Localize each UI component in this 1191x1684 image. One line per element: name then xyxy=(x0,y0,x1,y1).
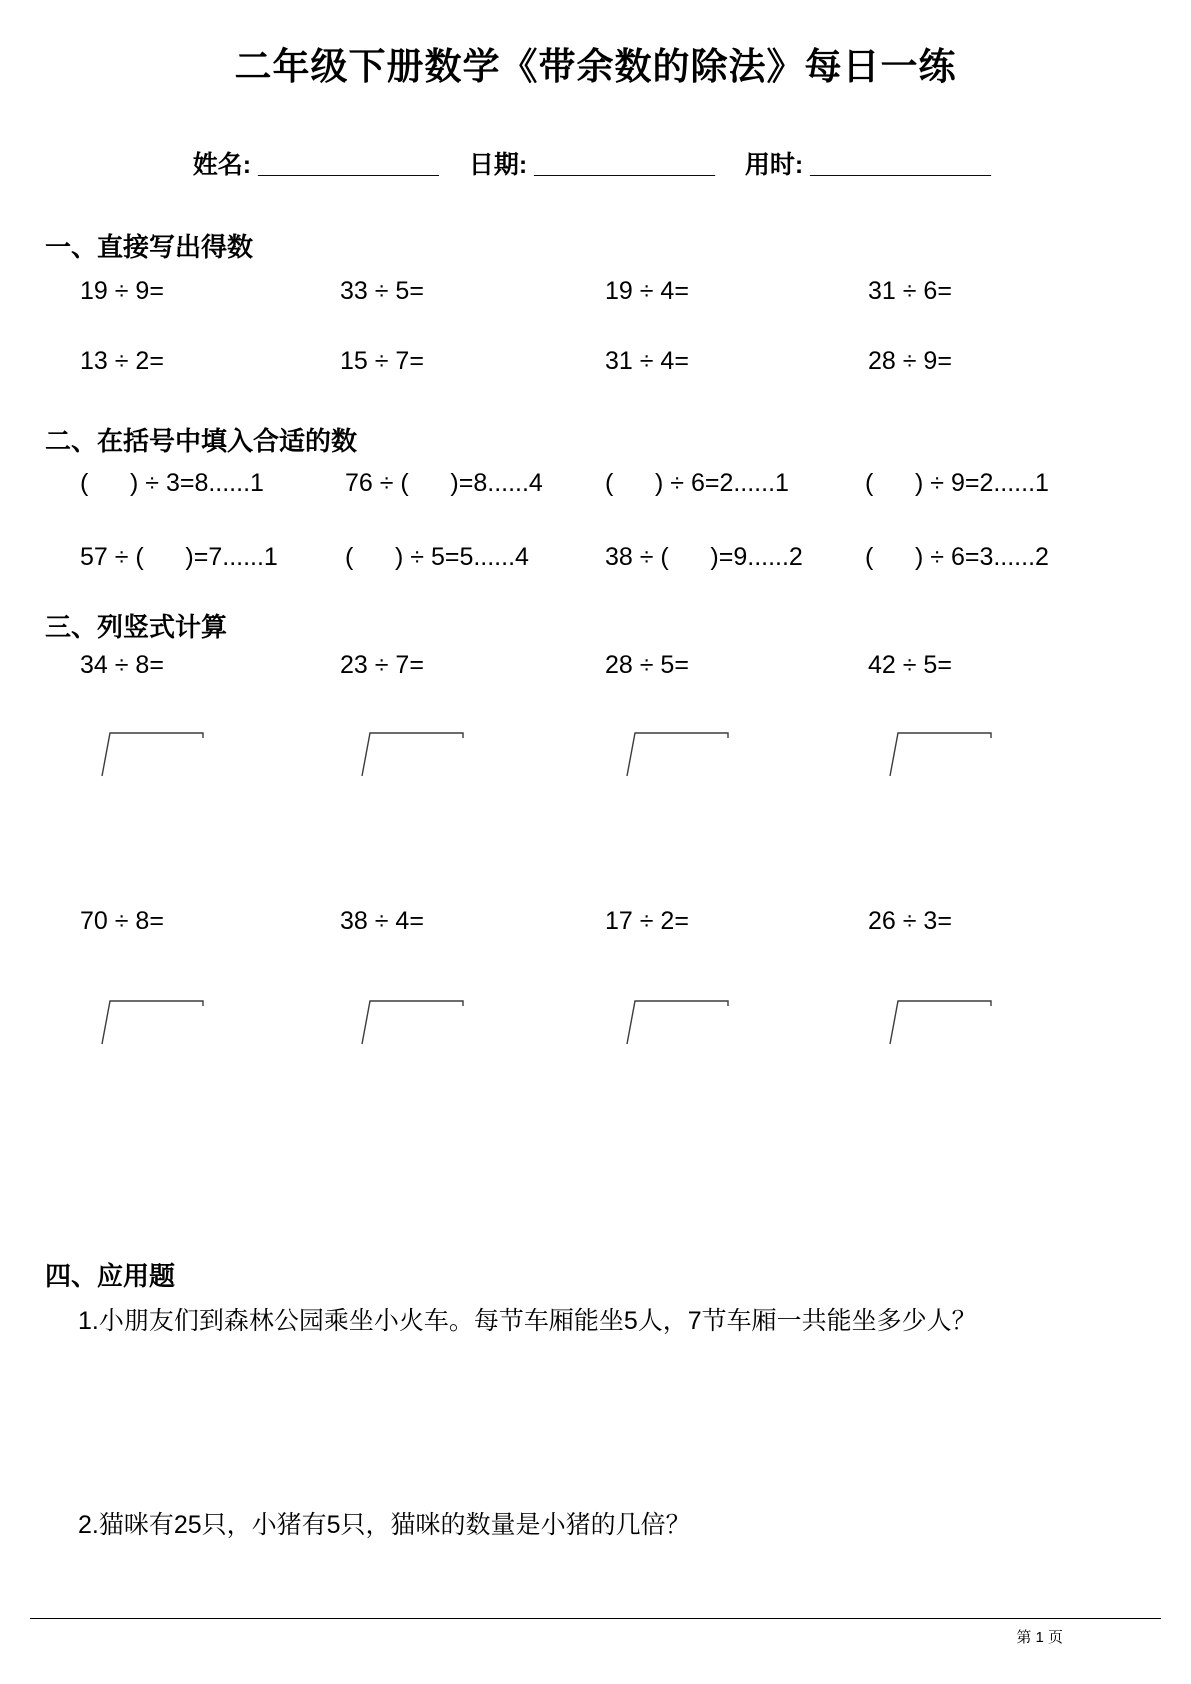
problem-cell: 28 ÷ 5= xyxy=(605,651,689,679)
time-label: 用时: xyxy=(744,151,811,179)
footer-divider xyxy=(30,1618,1161,1619)
problem-cell: 38 ÷ 4= xyxy=(340,907,424,935)
problem-cell: 31 ÷ 4= xyxy=(605,347,689,375)
problem-cell: 76 ÷ ( )=8......4 xyxy=(345,469,543,497)
header-fields xyxy=(165,116,1191,210)
word-problem-2: 2.猫咪有25只，小猪有5只，猫咪的数量是小猪的几倍？ xyxy=(78,1511,691,1539)
fill-row-1 xyxy=(80,468,1191,498)
problem-cell: 19 ÷ 9= xyxy=(80,277,164,305)
problem-cell: 31 ÷ 6= xyxy=(868,277,952,305)
page-title: 二年级下册数学《带余数的除法》每日一练 xyxy=(234,46,957,87)
problem-cell: 15 ÷ 7= xyxy=(340,347,424,375)
long-division-bracket-icon xyxy=(95,730,207,778)
problem-cell: ( ) ÷ 5=5......4 xyxy=(345,543,529,571)
division-bracket-row-1 xyxy=(80,730,1191,778)
section-heading-applied: 四、应用题 xyxy=(45,1261,176,1291)
long-division-bracket-icon xyxy=(620,998,732,1046)
problem-cell: ( ) ÷ 9=2......1 xyxy=(865,469,1049,497)
section-heading-fill: 二、在括号中填入合适的数 xyxy=(45,426,358,456)
problem-cell: 42 ÷ 5= xyxy=(868,651,952,679)
bracket-cell xyxy=(80,730,340,778)
problem-cell: 38 ÷ ( )=9......2 xyxy=(605,543,803,571)
time-field xyxy=(745,151,991,179)
long-division-bracket-icon xyxy=(355,730,467,778)
name-label: 姓名: xyxy=(192,151,259,179)
fill-row-2 xyxy=(80,542,1191,572)
word-problem-1: 1.小朋友们到森林公园乘坐小火车。每节车厢能坐5人，7节车厢一共能坐多少人？ xyxy=(78,1307,977,1335)
bracket-cell xyxy=(605,998,868,1046)
problem-cell: ( ) ÷ 3=8......1 xyxy=(80,469,264,497)
problem-cell: 13 ÷ 2= xyxy=(80,347,164,375)
time-blank: _____________ xyxy=(810,151,991,179)
name-blank: _____________ xyxy=(258,151,439,179)
problem-cell: 17 ÷ 2= xyxy=(605,907,689,935)
date-blank: _____________ xyxy=(534,151,715,179)
problem-cell: 26 ÷ 3= xyxy=(868,907,952,935)
bracket-cell xyxy=(340,730,605,778)
bracket-cell xyxy=(80,998,340,1046)
long-division-bracket-icon xyxy=(355,998,467,1046)
oral-row-2 xyxy=(80,346,1191,376)
problem-cell: 28 ÷ 9= xyxy=(868,347,952,375)
problem-cell: ( ) ÷ 6=3......2 xyxy=(865,543,1049,571)
section-heading-vertical: 三、列竖式计算 xyxy=(45,612,228,642)
long-division-bracket-icon xyxy=(883,730,995,778)
date-label: 日期: xyxy=(468,151,535,179)
long-division-bracket-icon xyxy=(883,998,995,1046)
vertical-row-1 xyxy=(80,650,1191,680)
problem-cell: 23 ÷ 7= xyxy=(340,651,424,679)
problem-cell: 70 ÷ 8= xyxy=(80,907,164,935)
bracket-cell xyxy=(340,998,605,1046)
problem-cell: 57 ÷ ( )=7......1 xyxy=(80,543,278,571)
page-number: 第 1 页 xyxy=(1016,1629,1063,1646)
long-division-bracket-icon xyxy=(95,998,207,1046)
bracket-cell xyxy=(868,998,1191,1046)
problem-cell: 34 ÷ 8= xyxy=(80,651,164,679)
division-bracket-row-2 xyxy=(80,998,1191,1046)
oral-row-1 xyxy=(80,276,1191,306)
vertical-row-2 xyxy=(80,906,1191,936)
name-field xyxy=(193,151,439,179)
bracket-cell xyxy=(868,730,1191,778)
problem-cell: 19 ÷ 4= xyxy=(605,277,689,305)
long-division-bracket-icon xyxy=(620,730,732,778)
bracket-cell xyxy=(605,730,868,778)
problem-cell: ( ) ÷ 6=2......1 xyxy=(605,469,789,497)
section-heading-oral: 一、直接写出得数 xyxy=(45,232,254,262)
date-field xyxy=(469,151,715,179)
problem-cell: 33 ÷ 5= xyxy=(340,277,424,305)
